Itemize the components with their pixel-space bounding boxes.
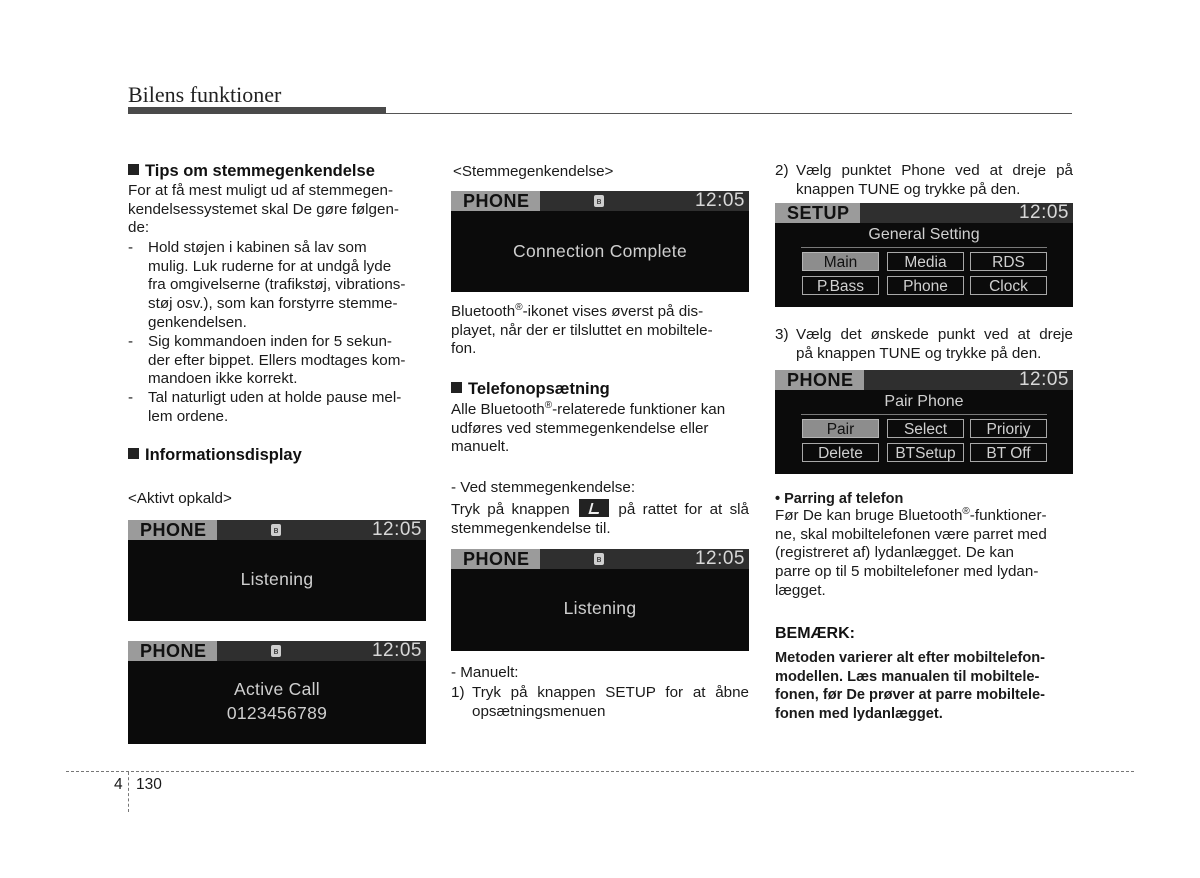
tips-heading: Tips om stemmegenkendelse bbox=[128, 162, 375, 181]
display-clock: 12:05 bbox=[1018, 370, 1069, 390]
square-bullet-icon bbox=[128, 164, 139, 175]
display-tag: PHONE bbox=[128, 520, 217, 540]
menu-button-phone[interactable]: Phone bbox=[887, 276, 964, 295]
display-message: Listening bbox=[240, 569, 314, 589]
tryk-para: Tryk på knappen på rattet for at slå stemmegenkendelse til. bbox=[451, 501, 749, 537]
telefon-heading: Telefonopsætning bbox=[451, 380, 610, 399]
info-heading: Informationsdisplay bbox=[128, 446, 302, 465]
manuelt-label: - Manuelt: bbox=[451, 664, 519, 681]
bluetooth-icon: ʙ bbox=[271, 645, 281, 657]
display-tag: SETUP bbox=[775, 203, 860, 223]
step-3: 3) Vælg det ønskede punkt ved at dreje på knappen TUNE og trykke på den. bbox=[775, 326, 1073, 362]
header-rule-thick bbox=[128, 107, 386, 114]
display-listening-2 bbox=[451, 549, 749, 651]
bluetooth-icon: ʙ bbox=[594, 553, 604, 565]
step-1: 1) Tryk på knappen SETUP for at åbne opsætningsmenuen bbox=[451, 684, 749, 720]
parring-heading: • Parring af telefon bbox=[775, 491, 904, 507]
bluetooth-icon: ʙ bbox=[271, 524, 281, 536]
page-number: 130 bbox=[136, 776, 162, 793]
ved-label: - Ved stemmegenkendelse: bbox=[451, 479, 636, 496]
telefon-para: Alle Bluetooth®-relaterede funktioner kan udføres ved stemmegenkendelse eller manuelt. bbox=[451, 400, 726, 456]
tips-item-3: - Tal naturligt uden at holde pause mel- lem ordene. bbox=[128, 389, 402, 425]
display-message: Connection Complete bbox=[513, 241, 687, 261]
chapter-number: 4 bbox=[114, 776, 123, 793]
footer-rule bbox=[66, 771, 1134, 772]
display-active-call bbox=[128, 641, 426, 744]
header-rule-thin bbox=[386, 113, 1072, 114]
menu-button-select[interactable]: Select bbox=[887, 419, 964, 438]
menu-button-btsetup[interactable]: BTSetup bbox=[887, 443, 964, 462]
bluetooth-icon-para: Bluetooth®-ikonet vises øverst på dis- playet, når der er tilsluttet en mobiltele- fon. bbox=[451, 302, 713, 358]
display-clock: 12:05 bbox=[694, 549, 745, 569]
square-bullet-icon bbox=[451, 382, 462, 393]
page-header-title: Bilens funktioner bbox=[128, 82, 282, 107]
note-text: Metoden varierer alt efter mobiltelefon- modellen. Læs manualen til mobiltele- fonen, før De prøver at parre mobiltele- fonen med lydanlægget. bbox=[775, 650, 1046, 723]
display-clock: 12:05 bbox=[371, 520, 422, 540]
display-message: Active Call bbox=[234, 679, 320, 699]
menu-button-rds[interactable]: RDS bbox=[970, 252, 1047, 271]
stemme-label: <Stemmegenkendelse> bbox=[453, 163, 614, 180]
display-message: Listening bbox=[563, 598, 637, 618]
bluetooth-icon: ʙ bbox=[594, 195, 604, 207]
display-tag: PHONE bbox=[451, 191, 540, 211]
menu-button-clock[interactable]: Clock bbox=[970, 276, 1047, 295]
display-pair-phone-menu bbox=[775, 370, 1073, 474]
display-subtitle: Pair Phone bbox=[884, 393, 964, 410]
display-tag: PHONE bbox=[128, 641, 217, 661]
display-connection-complete bbox=[451, 191, 749, 292]
tips-item-2: - Sig kommandoen inden for 5 sekun- der efter bippet. Ellers modtages kom- mandoen ikke korrekt. bbox=[128, 333, 406, 388]
square-bullet-icon bbox=[128, 448, 139, 459]
menu-button-delete[interactable]: Delete bbox=[802, 443, 879, 462]
display-phone-number: 0123456789 bbox=[226, 703, 328, 723]
display-tag: PHONE bbox=[775, 370, 864, 390]
menu-button-pbass[interactable]: P.Bass bbox=[802, 276, 879, 295]
display-subtitle: General Setting bbox=[868, 226, 980, 243]
aktivt-label: <Aktivt opkald> bbox=[128, 490, 232, 507]
display-clock: 12:05 bbox=[694, 191, 745, 211]
display-listening-1 bbox=[128, 520, 426, 621]
voice-button-icon bbox=[579, 499, 609, 517]
menu-button-main[interactable]: Main bbox=[802, 252, 879, 271]
menu-button-pair[interactable]: Pair bbox=[802, 419, 879, 438]
menu-button-priority[interactable]: Prioriy bbox=[970, 419, 1047, 438]
menu-button-media[interactable]: Media bbox=[887, 252, 964, 271]
tips-item-1: - Hold støjen i kabinen så lav som mulig. Luk ruderne for at undgå lyde fra omgivelserne (trafikstøj, vibrations- støj osv.), som kan forstyrre stemme- genkendelsen. bbox=[128, 239, 406, 331]
note-heading: BEMÆRK: bbox=[775, 625, 855, 642]
menu-button-btoff[interactable]: BT Off bbox=[970, 443, 1047, 462]
parring-para: Før De kan bruge Bluetooth®-funktioner- ne, skal mobiltelefonen være parret med (registreret af) lydanlægget. De kan parre op til 5 mobiltelefoner med lydan- lægget. bbox=[775, 506, 1047, 599]
step-2: 2) Vælg punktet Phone ved at dreje på knappen TUNE og trykke på den. bbox=[775, 162, 1073, 198]
display-clock: 12:05 bbox=[1018, 203, 1069, 223]
footer-divider bbox=[128, 772, 129, 812]
display-clock: 12:05 bbox=[371, 641, 422, 661]
tips-intro: For at få mest muligt ud af stemmegen- kendelsessystemet skal De gøre følgen- de: bbox=[128, 182, 399, 237]
display-tag: PHONE bbox=[451, 549, 540, 569]
display-setup-menu bbox=[775, 203, 1073, 307]
